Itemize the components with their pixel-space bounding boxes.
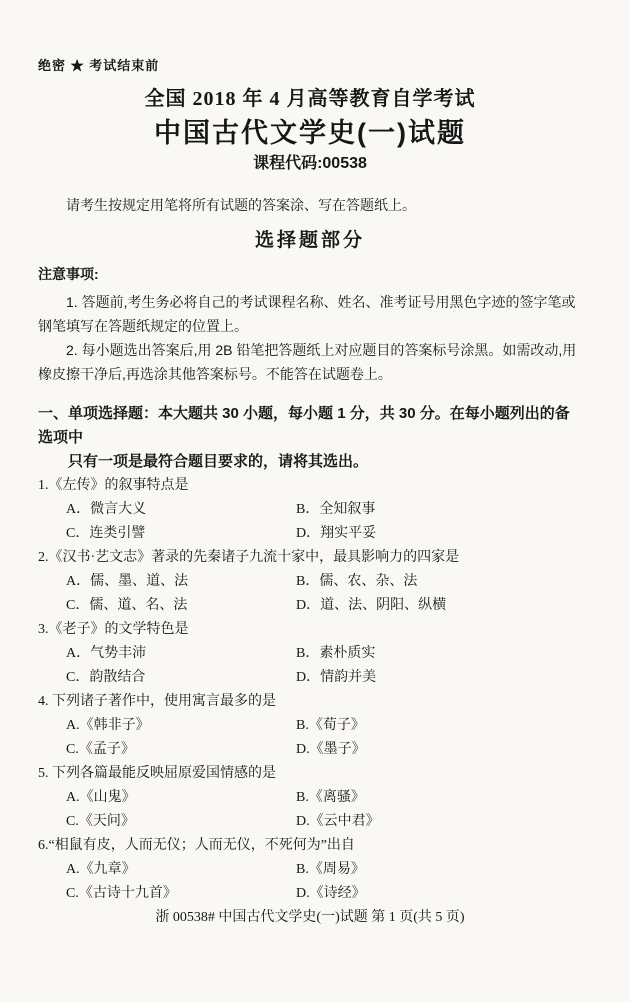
exam-title: 全国 2018 年 4 月高等教育自学考试 <box>144 88 476 110</box>
part-one-heading-line2: 只有一项是最符合题目要求的，请将其选出。 <box>68 453 369 470</box>
option-row <box>38 810 582 834</box>
option-a: A．儒、墨、道、法 <box>66 574 189 589</box>
part-one-heading-line1: 一、单项选择题：本大题共 30 小题，每小题 1 分，共 30 分。在每小题列出的备选项中 <box>38 405 570 446</box>
option-row <box>38 666 582 690</box>
question-1 <box>38 474 582 546</box>
course-code: 课程代码:00538 <box>253 155 367 172</box>
option-row <box>38 594 582 618</box>
question-3 <box>38 618 582 690</box>
option-row <box>38 738 582 762</box>
question-stem: 5. 下列各篇最能反映屈原爱国情感的是 <box>38 766 276 781</box>
paper-title: 中国古代文学史(一)试题 <box>154 118 466 148</box>
section-heading: 选择题部分 <box>254 230 365 251</box>
question-6 <box>38 834 582 906</box>
option-row <box>38 714 582 738</box>
option-b: B.《离骚》 <box>296 790 365 805</box>
option-a: A.《山鬼》 <box>66 790 136 805</box>
option-c: C.《古诗十九首》 <box>66 886 177 901</box>
option-b: B．儒、农、杂、法 <box>296 574 418 589</box>
question-stem: 3.《老子》的文学特色是 <box>38 622 189 637</box>
exam-paper-page <box>0 57 630 1002</box>
question-list <box>38 474 582 906</box>
option-d: D.《诗经》 <box>296 886 366 901</box>
option-b: B.《荀子》 <box>296 718 365 733</box>
question-stem: 6.“相鼠有皮，人而无仪；人而无仪，不死何为”出自 <box>38 838 355 853</box>
option-a: A.《韩非子》 <box>66 718 150 733</box>
option-a: A.《九章》 <box>66 862 136 877</box>
question-4 <box>38 690 582 762</box>
option-row <box>38 522 582 546</box>
page-footer: 浙 00538# 中国古代文学史(一)试题 第 1 页(共 5 页) <box>155 910 465 925</box>
note-item: 2. 每小题选出答案后,用 2B 铅笔把答题纸上对应题目的答案标号涂黑。如需改动,用橡皮擦干净后,再选涂其他答案标号。不能答在试题卷上。 <box>38 342 577 382</box>
option-b: B．全知叙事 <box>296 502 376 517</box>
option-d: D．翔实平妥 <box>296 526 377 541</box>
part-one-heading <box>38 402 582 474</box>
option-row <box>38 882 582 906</box>
question-stem: 2.《汉书·艺文志》著录的先秦诸子九流十家中，最具影响力的四家是 <box>38 550 460 565</box>
option-c: C．连类引譬 <box>66 526 146 541</box>
notes-list <box>38 290 582 386</box>
option-row <box>38 786 582 810</box>
notes-heading: 注意事项: <box>38 266 99 282</box>
option-row <box>38 642 582 666</box>
option-d: D．道、法、阴阳、纵横 <box>296 598 447 613</box>
option-a: A．微言大义 <box>66 502 147 517</box>
answer-sheet-instruction: 请考生按规定用笔将所有试题的答案涂、写在答题纸上。 <box>66 197 416 213</box>
note-item: 1. 答题前,考生务必将自己的考试课程名称、姓名、准考证号用黑色字迹的签字笔或钢笔填写在答题纸规定的位置上。 <box>38 294 576 334</box>
question-2 <box>38 546 582 618</box>
option-row <box>38 570 582 594</box>
option-b: B．素朴质实 <box>296 646 376 661</box>
option-c: C.《天问》 <box>66 814 135 829</box>
option-row <box>38 858 582 882</box>
option-c: C.《孟子》 <box>66 742 135 757</box>
option-c: C．儒、道、名、法 <box>66 598 188 613</box>
option-d: D.《云中君》 <box>296 814 380 829</box>
question-stem: 4. 下列诸子著作中，使用寓言最多的是 <box>38 694 276 709</box>
option-d: D．情韵并美 <box>296 670 377 685</box>
option-d: D.《墨子》 <box>296 742 366 757</box>
option-row <box>38 498 582 522</box>
option-b: B.《周易》 <box>296 862 365 877</box>
option-a: A．气势丰沛 <box>66 646 147 661</box>
question-stem: 1.《左传》的叙事特点是 <box>38 478 189 493</box>
classification-label: 绝密 ★ 考试结束前 <box>38 58 160 73</box>
option-c: C．韵散结合 <box>66 670 146 685</box>
question-5 <box>38 762 582 834</box>
